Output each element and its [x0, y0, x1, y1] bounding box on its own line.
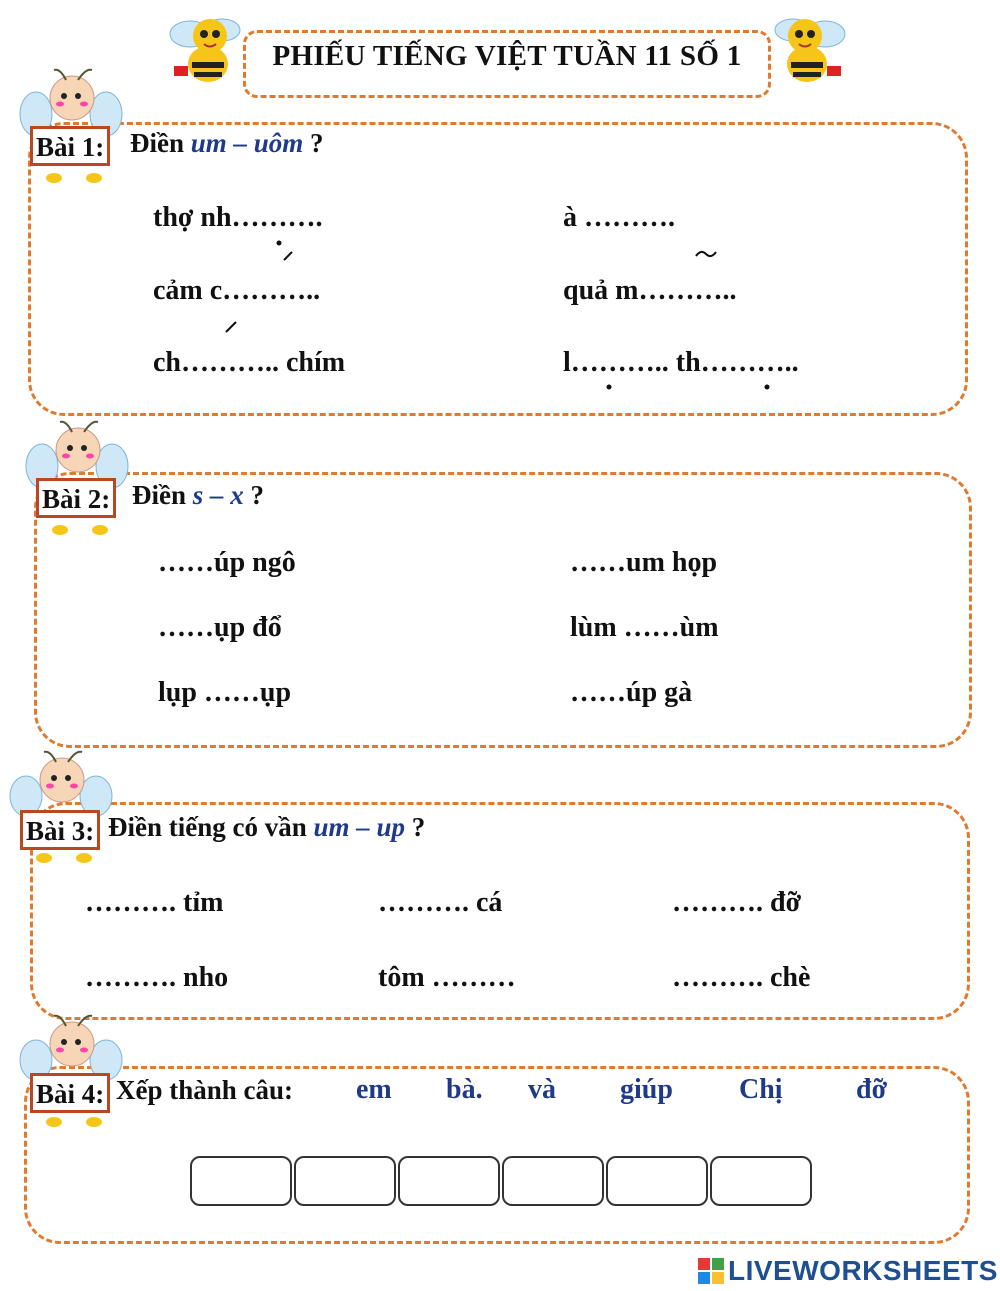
fill-blank-item[interactable]: tôm ………	[378, 962, 516, 993]
fill-blank-item[interactable]: ……úp gà	[570, 677, 693, 708]
tone-mark-hint-icon	[694, 246, 718, 262]
fill-blank-item[interactable]: à ……….	[563, 202, 675, 233]
fill-blank-item[interactable]: ………. chè	[672, 962, 811, 993]
page-title: PHIẾU TIẾNG VIỆT TUẦN 11 SỐ 1	[272, 40, 742, 72]
answer-slot[interactable]	[502, 1156, 604, 1206]
bai1-instr-highlight: um – uôm	[190, 128, 304, 158]
answer-slot[interactable]	[398, 1156, 500, 1206]
bai1-label: Bài 1:	[30, 126, 110, 166]
answer-slot[interactable]	[710, 1156, 812, 1206]
bai2-label: Bài 2:	[36, 478, 116, 518]
answer-slot[interactable]	[606, 1156, 708, 1206]
scrambled-word[interactable]: bà.	[446, 1074, 483, 1105]
bai3-label: Bài 3:	[20, 810, 100, 850]
bai2-instruction	[132, 480, 264, 511]
fill-blank-item[interactable]: l……….. th………..	[563, 347, 799, 378]
fill-blank-item[interactable]: thợ nh……….	[153, 202, 323, 233]
scrambled-word[interactable]: em	[356, 1074, 392, 1105]
bai4-instruction: Xếp thành câu:	[116, 1075, 294, 1105]
fill-blank-item[interactable]: quả m………..	[563, 275, 737, 306]
bai3-instr-suffix: ?	[411, 812, 426, 842]
scrambled-word[interactable]: đỡ	[856, 1074, 888, 1105]
fill-blank-item[interactable]: ……ụp đổ	[158, 612, 282, 643]
fill-blank-item[interactable]: lùm ……ùm	[570, 612, 719, 643]
fill-blank-item[interactable]: lụp ……ụp	[158, 677, 292, 708]
fill-blank-item[interactable]: ……úp ngô	[158, 547, 296, 578]
tone-mark-hint-icon	[602, 380, 616, 394]
logo-text: LIVEWORKSHEETS	[728, 1255, 998, 1286]
answer-slot[interactable]	[294, 1156, 396, 1206]
bee-mascot-icon	[765, 4, 855, 89]
bai3-instr-highlight: um – up	[313, 812, 406, 842]
tone-mark-hint-icon	[270, 238, 300, 266]
scrambled-word[interactable]: Chị	[739, 1074, 783, 1105]
fill-blank-item[interactable]: ………. cá	[378, 887, 503, 918]
fill-blank-item[interactable]: ………. đỡ	[672, 887, 802, 918]
tone-mark-hint-icon	[760, 380, 774, 394]
bai1-instr-prefix: Điền	[130, 128, 184, 158]
bai2-instr-prefix: Điền	[132, 480, 186, 510]
tone-mark-hint-icon	[222, 318, 240, 334]
answer-slot[interactable]	[190, 1156, 292, 1206]
fill-blank-item[interactable]: ………. nho	[85, 962, 229, 993]
bai2-instr-suffix: ?	[250, 480, 265, 510]
fill-blank-item[interactable]: ……um họp	[570, 547, 718, 578]
bai1-instr-suffix: ?	[310, 128, 324, 158]
bai2-instr-highlight: s – x	[192, 480, 244, 510]
liveworksheets-mark-icon	[698, 1258, 724, 1284]
bai1-instruction	[130, 128, 324, 159]
fill-blank-item[interactable]: ch……….. chím	[153, 347, 346, 378]
scrambled-word[interactable]: giúp	[620, 1074, 673, 1105]
fill-blank-item[interactable]: ………. tỉm	[85, 887, 224, 918]
bai3-instruction	[108, 812, 425, 843]
scrambled-word[interactable]: và	[528, 1074, 556, 1105]
bee-mascot-icon	[160, 4, 250, 89]
fill-blank-item[interactable]: cảm c………..	[153, 275, 321, 306]
bai4-label: Bài 4:	[30, 1073, 110, 1113]
bai3-instr-prefix: Điền tiếng có vần	[108, 812, 307, 842]
liveworksheets-logo	[698, 1255, 998, 1287]
